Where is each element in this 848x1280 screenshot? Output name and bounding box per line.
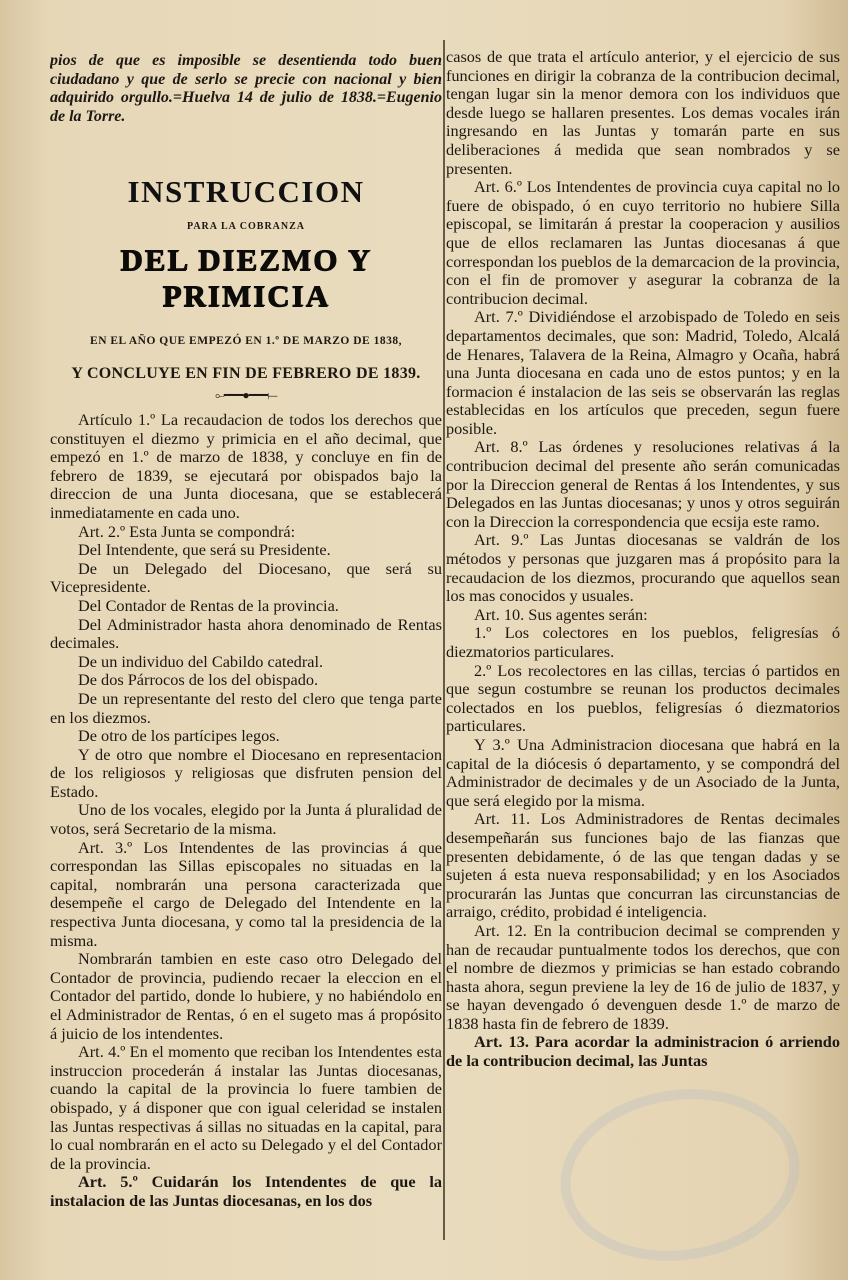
article-paragraph: Del Intendente, que será su Presidente. xyxy=(78,540,331,560)
article-paragraph: Artículo 1.º La recaudacion de todos los derechos que constituyen el diezmo y primicia en el año decimal, que empezó en 1.º de marzo de 1838, y concluye en fin de febrero de 1839, se ejecutará por obispados bajo la direccion de una Junta diocesana, que se establecerá inmediatamente en cada uno. xyxy=(50,410,442,522)
article-paragraph: Y 3.º Una Administracion diocesana que habrá en la capital de la diócesis ó departamento, y se compondrá del Administrador de decimales y de un Asociado de la Junta, que será elegido por la misma. xyxy=(446,734,840,810)
article-paragraph: Art. 2.º Esta Junta se compondrá: xyxy=(78,521,296,541)
column-divider xyxy=(443,40,445,1240)
concluye-line: Y CONCLUYE EN FIN DE FEBRERO DE 1839. xyxy=(71,365,421,382)
article-paragraph: Art. 8.º Las órdenes y resoluciones relativas á la contribucion decimal del presente año serán comunicadas por la Direccion general de Rentas á los Intendentes, y sus Delegados en las Juntas diocesanas; y unos y otros seguirán con la Direccion la correspondencia que ecsija este ramo. xyxy=(446,437,840,531)
subtitle-small: PARA LA COBRANZA xyxy=(186,221,306,232)
article-paragraph: Art. 5.º Cuidarán los Intendentes de que la instalacion de las Juntas diocesanas, en los dos xyxy=(50,1172,442,1210)
article-paragraph: Art. 9.º Las Juntas diocesanas se valdrán de los métodos y personas que juzgaren mas á propósito para la recaudacion de los diezmos, procurando que aquellos sean los mas conocidos y usuales. xyxy=(446,530,840,606)
left-column xyxy=(50,0,442,1211)
right-column xyxy=(446,0,840,1071)
article-paragraph: De un individuo del Cabildo catedral. xyxy=(78,651,324,671)
ornament-divider: ⟜━━━●━━━⟝ xyxy=(215,388,277,402)
article-paragraph: Del Contador de Rentas de la provincia. xyxy=(78,595,339,615)
article-paragraph: Art. 3.º Los Intendentes de las provincias á que correspondan las Sillas episcopales no situadas en la capital, nombrarán una persona caracterizada que desempeñe el cargo de Delegado del Intendente en la respectiva Junta diocesana, y como tal la presidencia de la misma. xyxy=(50,837,442,950)
article-paragraph: Art. 4.º En el momento que reciban los Intendentes esta instruccion procederán á instalar las Juntas diocesanas, cuando la capital de la provincia lo fuere tambien de obispado, y á disponer que con igual celeridad se instalen las Juntas respectivas á sillas no situadas en la capital, para lo cual nombrarán en el acto su Delegado y el del Contador de la provincia. xyxy=(50,1042,442,1173)
intro-text: pios de que es imposible se desentienda todo buen ciudadano y que de serlo se precie con nacional y bien adquirido orgullo.=Huelva 14 de julio de 1838.=Eugenio de la Torre. xyxy=(50,52,442,125)
document-title: INSTRUCCION xyxy=(127,174,365,209)
article-paragraph: De otro de los partícipes legos. xyxy=(78,726,280,746)
article-paragraph: 1.º Los colectores en los pueblos, feligresías ó diezmatorios particulares. xyxy=(446,623,840,661)
article-paragraph: De dos Párrocos de los del obispado. xyxy=(78,670,319,690)
article-paragraph: De un Delegado del Diocesano, que será su Vicepresidente. xyxy=(50,558,442,597)
dates-line: EN EL AÑO QUE EMPEZÓ EN 1.º DE MARZO DE 1838, xyxy=(90,335,402,347)
article-paragraph: Art. 7.º Dividiéndose el arzobispado de Toledo en seis departamentos decimales, que son: Madrid, Toledo, Alcalá de Henares, Talavera de la Reina, Almagro y Ocaña, habrá una Junta diocesana en cada uno de estos puntos; y en la formacion é instalacion de las seis se observarán las reglas establecidas en los artículos que preceden, segun fuere posible. xyxy=(446,307,840,438)
subtitle-main: DEL DIEZMO Y PRIMICIA xyxy=(120,242,372,313)
article-paragraph: Art. 12. En la contribucion decimal se comprenden y han de recaudar puntualmente todos los derechos, que con el nombre de diezmos y primicias se han estado cobrando hasta ahora, segun previene la ley de 16 de julio de 1837, y se hayan devengado ó devenguen desde 1.º de marzo de 1838 hasta fin de febrero de 1839. xyxy=(446,920,840,1033)
article-paragraph: Nombrarán tambien en este caso otro Delegado del Contador de provincia, pudiendo recaer la eleccion en el Contador del partido, donde lo hubiere, y no habiéndolo en el Administrador de Rentas, ó en el sugeto mas á propósito á juicio de los intendentes. xyxy=(50,949,442,1043)
article-paragraph: 2.º Los recolectores en las cillas, tercias ó partidos en que segun costumbre se reunan los productos decimales colectados en los pueblos, feligresías ó diezmatorios particulares. xyxy=(446,660,840,736)
article-paragraph: Art. 10. Sus agentes serán: xyxy=(474,604,648,624)
article-paragraph: Art. 6.º Los Intendentes de provincia cuya capital no lo fuere de obispado, ó en cuyo territorio no hubiere Silla episcopal, se limitarán á prestar la cooperacion y ausilios que de ellos reclamaren las Juntas diocesanas á que correspondan los pueblos de la demarcacion de la provincia, con el fin de promover y asegurar la cobranza de la contribucion decimal. xyxy=(446,177,840,308)
article-paragraph: Uno de los vocales, elegido por la Junta á pluralidad de votos, será Secretario de la misma. xyxy=(50,800,442,839)
article-paragraph: casos de que trata el artículo anterior, y el ejercicio de sus funciones en dirigir la cobranza de la contribucion decimal, tengan lugar sin la menor demora con los individuos que desde luego se hallaren presentes. Los demas vocales irán ingresando en las Juntas y tomarán parte en sus deliberaciones á medida que sean nombrados y se presenten. xyxy=(446,47,840,178)
article-paragraph: Del Administrador hasta ahora denominado de Rentas decimales. xyxy=(50,614,442,653)
article-paragraph: Art. 11. Los Administradores de Rentas decimales desempeñarán sus funciones bajo de las fianzas que presenten debidamente, ó de las que tengan dadas y se sujeten á esta nueva responsabilidad; y en los Asociados procurarán las Juntas que concurran las circunstancias de arraigo, crédito, probidad é inteligencia. xyxy=(446,809,840,922)
article-paragraph: Y de otro que nombre el Diocesano en representacion de los religiosos y religiosas que disfruten pension del Estado. xyxy=(50,744,442,801)
article-paragraph: Art. 13. Para acordar la administracion ó arriendo de la contribucion decimal, las Juntas xyxy=(446,1032,840,1071)
library-stamp xyxy=(549,1074,810,1276)
article-paragraph: De un representante del resto del clero que tenga parte en los diezmos. xyxy=(50,688,442,727)
